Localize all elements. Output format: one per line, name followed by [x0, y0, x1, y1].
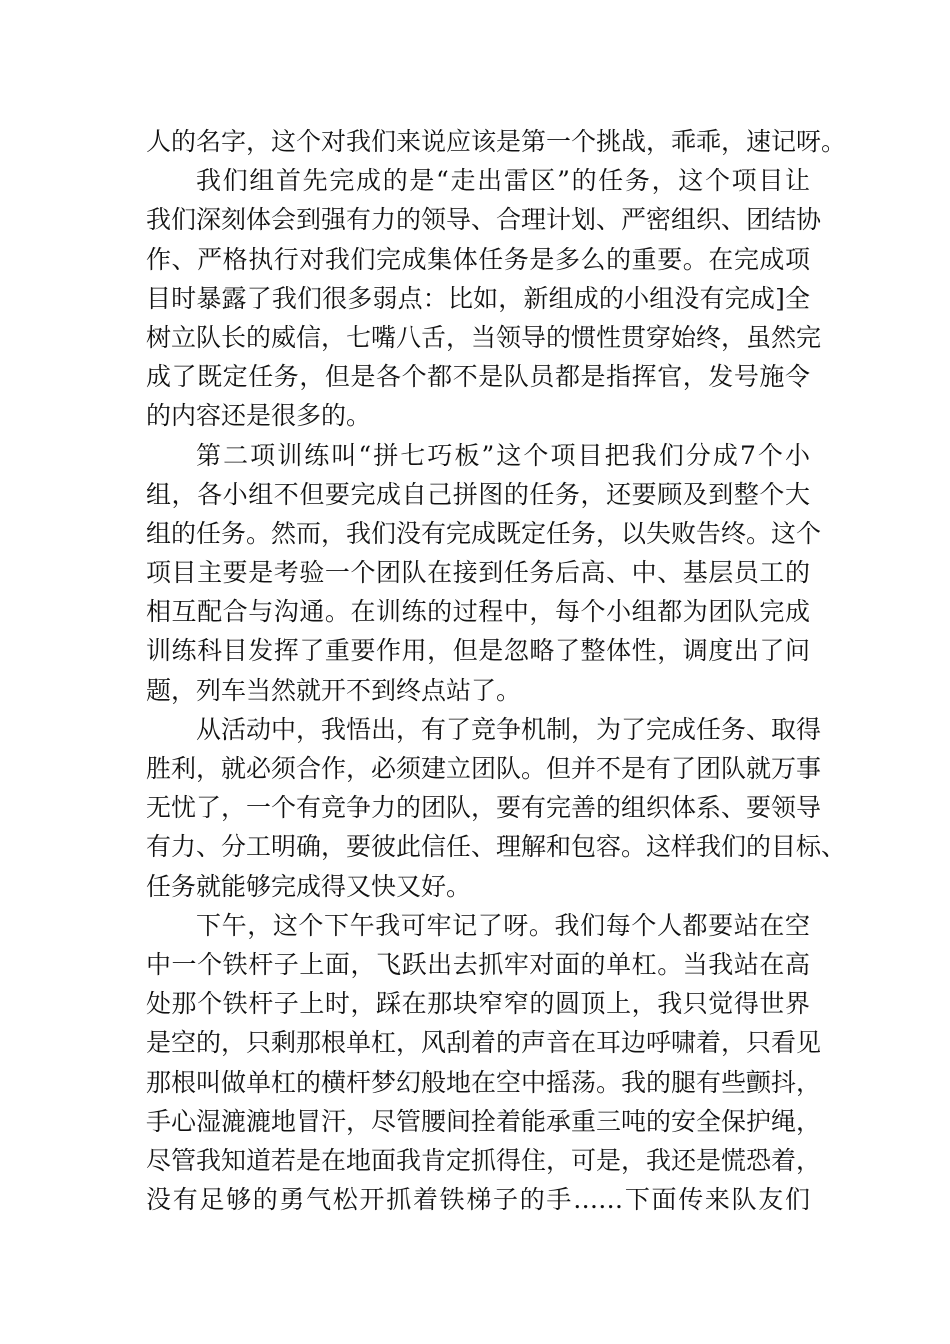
- text-line: 那根叫做单杠的横杆梦幻般地在空中摇荡。我的腿有些颤抖，: [146, 1067, 822, 1097]
- text-line: 项目主要是考验一个团队在接到任务后高、中、基层员工的: [146, 558, 810, 588]
- text-line: 作、严格执行对我们完成集体任务是多么的重要。在完成项: [146, 244, 810, 274]
- body-text: [146, 122, 847, 1219]
- text-line: 有力、分工明确，要彼此信任、理解和包容。这样我们的目标、: [146, 832, 847, 862]
- text-line: 目时暴露了我们很多弱点：比如，新组成的小组没有完成]全: [146, 283, 810, 313]
- text-line: 的内容还是很多的。: [146, 401, 372, 431]
- text-line: 处那个铁杆子上时，踩在那块窄窄的圆顶上，我只觉得世界: [146, 989, 810, 1019]
- text-line: 组的任务。然而，我们没有完成既定任务，以失败告终。这个: [146, 518, 822, 548]
- text-line: 手心湿漉漉地冒汗，尽管腰间拴着能承重三吨的安全保护绳，: [146, 1106, 822, 1136]
- text-line: 组，各小组不但要完成自己拼图的任务，还要顾及到整个大: [146, 479, 810, 509]
- text-line: 任务就能够完成得又快又好。: [146, 871, 472, 901]
- text-line: 我们组首先完成的是“走出雷区”的任务，这个项目让: [196, 166, 810, 196]
- text-line: 是空的，只剩那根单杠，风刮着的声音在耳边呼啸着，只看见: [146, 1028, 822, 1058]
- text-line: 从活动中，我悟出，有了竞争机制，为了完成任务、取得: [196, 714, 822, 744]
- text-line: 无忧了，一个有竞争力的团队，要有完善的组织体系、要领导: [146, 793, 822, 823]
- text-line: 成了既定任务，但是各个都不是队员都是指挥官，发号施令: [146, 362, 810, 392]
- text-line: 人的名字，这个对我们来说应该是第一个挑战，乖乖，速记呀。: [146, 127, 847, 156]
- text-line: 训练科目发挥了重要作用，但是忽略了整体性，调度出了问: [146, 636, 810, 666]
- text-line: 下午，这个下午我可牢记了呀。我们每个人都要站在空: [196, 910, 810, 940]
- text-line: 树立队长的威信，七嘴八舌，当领导的惯性贯穿始终，虽然完: [146, 322, 822, 352]
- text-line: 题，列车当然就开不到终点站了。: [146, 675, 522, 705]
- text-line: 胜利，就必须合作，必须建立团队。但并不是有了团队就万事: [146, 754, 822, 783]
- text-line: 尽管我知道若是在地面我肯定抓得住，可是，我还是慌恐着，: [146, 1145, 822, 1175]
- text-line: 第二项训练叫“拼七巧板”这个项目把我们分成7个小: [196, 440, 810, 470]
- text-line: 我们深刻体会到强有力的领导、合理计划、严密组织、团结协: [146, 205, 822, 235]
- text-line: 相互配合与沟通。在训练的过程中，每个小组都为团队完成: [146, 597, 810, 627]
- text-line: 没有足够的勇气松开抓着铁梯子的手……下面传来队友们: [146, 1185, 810, 1215]
- text-line: 中一个铁杆子上面，飞跃出去抓牢对面的单杠。当我站在高: [146, 949, 810, 979]
